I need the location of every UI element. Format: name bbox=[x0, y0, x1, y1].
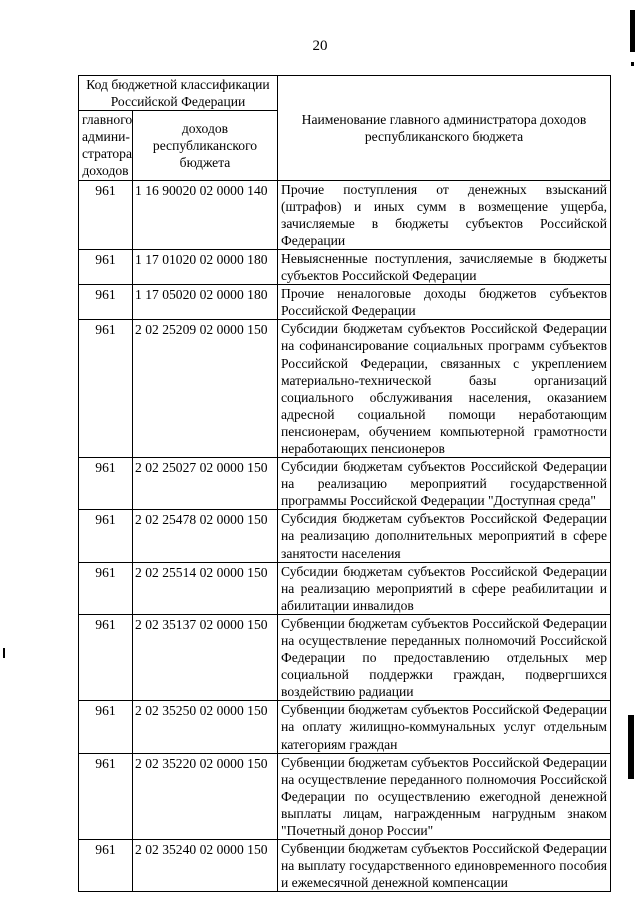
admin-code-cell: 961 bbox=[79, 458, 133, 510]
revenue-name-cell: Прочие поступления от денежных взысканий (штрафов) и иных сумм в возмещение ущерба, зачисляемые в бюджеты субъектов Российской Федерации bbox=[278, 180, 611, 249]
revenue-code-cell: 2 02 35220 02 0000 150 bbox=[133, 753, 278, 839]
table-row bbox=[79, 320, 611, 458]
admin-code-cell: 961 bbox=[79, 180, 133, 249]
header-republican-budget-revenue: доходов республиканского бюджета bbox=[133, 111, 278, 180]
revenue-code-cell: 1 16 90020 02 0000 140 bbox=[133, 180, 278, 249]
revenue-code-cell: 2 02 25209 02 0000 150 bbox=[133, 320, 278, 458]
revenue-code-cell: 2 02 25514 02 0000 150 bbox=[133, 562, 278, 614]
revenue-code-cell: 2 02 25027 02 0000 150 bbox=[133, 458, 278, 510]
table-row bbox=[79, 458, 611, 510]
revenue-name-cell: Субвенции бюджетам субъектов Российской Федерации на осуществление переданного полномочия Российской Федерации по осуществлению ежегодной денежной выплаты лицам, награжденным нагрудным знаком "Почетный донор России" bbox=[278, 753, 611, 839]
revenue-name-cell: Субвенции бюджетам субъектов Российской Федерации на осуществление переданных полномочий Российской Федерации по предоставлению отдельных мер социальной поддержки граждан, подвергшихся воздействию радиации bbox=[278, 614, 611, 700]
revenue-name-cell: Невыясненные поступления, зачисляемые в бюджеты субъектов Российской Федерации bbox=[278, 249, 611, 284]
header-administrator-name: Наименование главного администратора доходов республиканского бюджета bbox=[278, 76, 611, 181]
scan-edge-mark bbox=[628, 715, 634, 779]
revenue-code-cell: 2 02 25478 02 0000 150 bbox=[133, 510, 278, 562]
admin-code-cell: 961 bbox=[79, 701, 133, 753]
revenue-code-cell: 1 17 01020 02 0000 180 bbox=[133, 249, 278, 284]
revenue-code-cell: 1 17 05020 02 0000 180 bbox=[133, 285, 278, 320]
table-row bbox=[79, 614, 611, 700]
table-row bbox=[79, 701, 611, 753]
revenue-name-cell: Субвенции бюджетам субъектов Российской Федерации на оплату жилищно-коммунальных услуг отдельным категориям граждан bbox=[278, 701, 611, 753]
table-row bbox=[79, 249, 611, 284]
revenue-name-cell: Субсидии бюджетам субъектов Российской Федерации на реализацию мероприятий в сфере реабилитации и абилитации инвалидов bbox=[278, 562, 611, 614]
revenue-code-cell: 2 02 35240 02 0000 150 bbox=[133, 840, 278, 892]
header-budget-classification-code: Код бюджетной классификации Российской Федерации bbox=[79, 76, 278, 111]
revenue-name-cell: Прочие неналоговые доходы бюджетов субъектов Российской Федерации bbox=[278, 285, 611, 320]
admin-code-cell: 961 bbox=[79, 285, 133, 320]
table-row bbox=[79, 180, 611, 249]
revenue-name-cell: Субвенции бюджетам субъектов Российской Федерации на выплату государственного единовременного пособия и ежемесячной денежной компенсации bbox=[278, 840, 611, 892]
revenue-code-cell: 2 02 35137 02 0000 150 bbox=[133, 614, 278, 700]
admin-code-cell: 961 bbox=[79, 840, 133, 892]
revenue-code-cell: 2 02 35250 02 0000 150 bbox=[133, 701, 278, 753]
header-main-administrator: главного админи-стратора доходов bbox=[79, 111, 133, 180]
table-row bbox=[79, 285, 611, 320]
table-row bbox=[79, 840, 611, 892]
revenue-name-cell: Субсидии бюджетам субъектов Российской Федерации на реализацию мероприятий государственной программы Российской Федерации "Доступная среда" bbox=[278, 458, 611, 510]
scan-edge-mark bbox=[630, 10, 635, 52]
admin-code-cell: 961 bbox=[79, 320, 133, 458]
scan-edge-mark bbox=[3, 648, 5, 658]
admin-code-cell: 961 bbox=[79, 249, 133, 284]
revenue-name-cell: Субсидии бюджетам субъектов Российской Федерации на софинансирование социальных программ субъектов Российской Федерации, связанных с укреплением материально-технической базы организаций социального обслуживания населения, оказанием адресной социальной помощи неработающим пенсионерам, обучением компьютерной грамотности неработающих пенсионеров bbox=[278, 320, 611, 458]
budget-classification-table bbox=[78, 75, 611, 892]
scan-edge-mark bbox=[631, 62, 634, 66]
admin-code-cell: 961 bbox=[79, 753, 133, 839]
table-body bbox=[79, 180, 611, 892]
admin-code-cell: 961 bbox=[79, 614, 133, 700]
table-row bbox=[79, 562, 611, 614]
revenue-name-cell: Субсидия бюджетам субъектов Российской Федерации на реализацию дополнительных мероприятий в сфере занятости населения bbox=[278, 510, 611, 562]
table-row bbox=[79, 510, 611, 562]
table-row bbox=[79, 753, 611, 839]
admin-code-cell: 961 bbox=[79, 562, 133, 614]
admin-code-cell: 961 bbox=[79, 510, 133, 562]
page-number: 20 bbox=[312, 38, 328, 54]
